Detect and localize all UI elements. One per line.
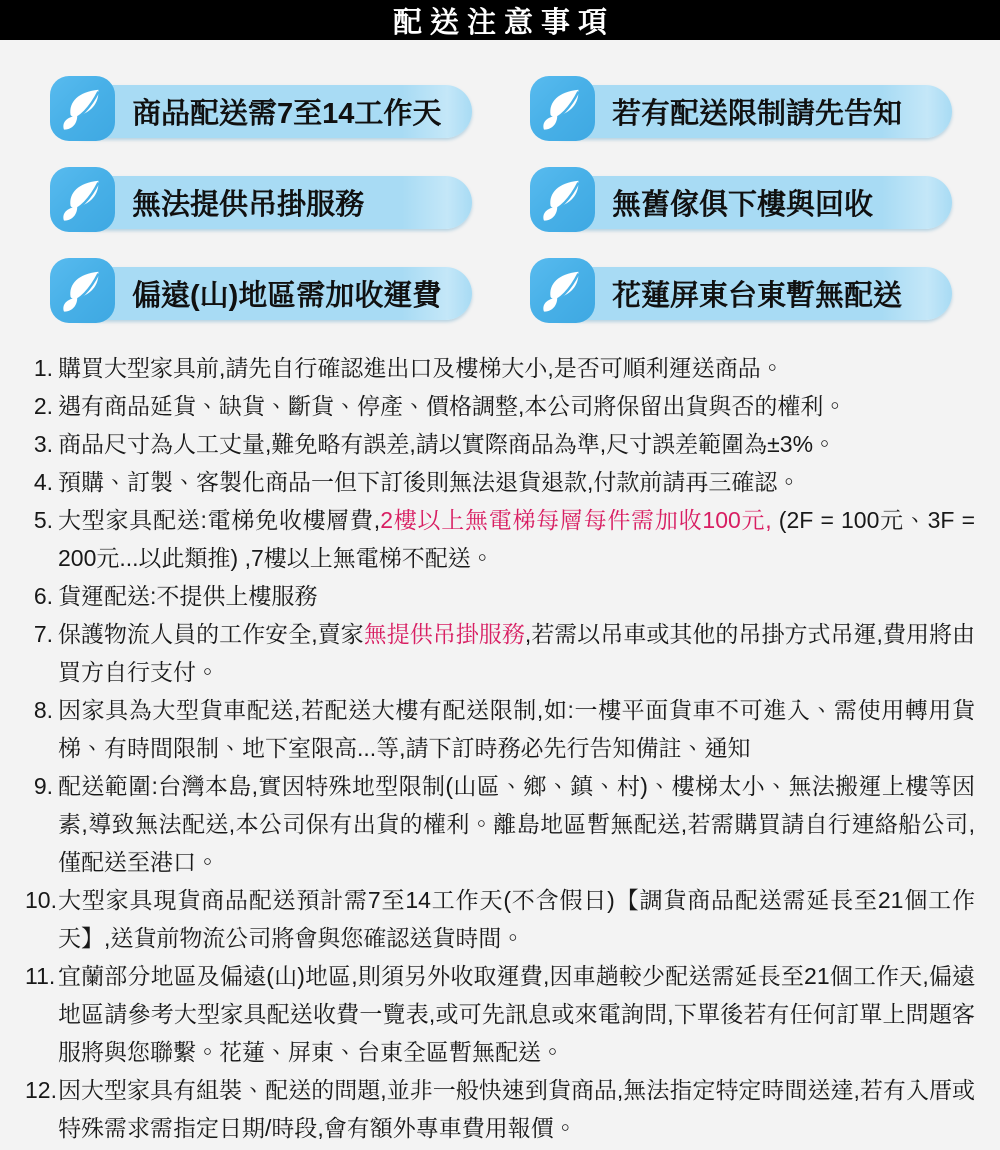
list-item bbox=[25, 387, 975, 425]
badge-grid bbox=[0, 40, 1000, 323]
list-item bbox=[25, 767, 975, 881]
badge-label: 若有配送限制請先告知 bbox=[540, 85, 952, 138]
list-item-text: ,若需以吊車或其他的吊掛方式吊運,費用將由買方自行支付。 bbox=[58, 621, 976, 685]
leaf-icon bbox=[530, 167, 595, 232]
list-item-text: 遇有商品延貨、缺貨、斷貨、停產、價格調整,本公司將保留出貨與否的權利。 bbox=[58, 393, 847, 419]
list-item-text: 預購、訂製、客製化商品一但下訂後則無法退貨退款,付款前請再三確認。 bbox=[58, 469, 801, 495]
badge-label: 商品配送需7至14工作天 bbox=[60, 85, 472, 138]
list-item-text: (2F = 100元、3F = 200元...以此類推) ,7樓以上無電梯不配送。 bbox=[58, 507, 976, 571]
list-item bbox=[25, 1071, 975, 1147]
list-item-text: 因家具為大型貨車配送,若配送大樓有配送限制,如:一樓平面貨車不可進入、需使用轉用貨梯、有時間限制、地下室限高...等,請下訂時務必先行告知備註、通知 bbox=[58, 697, 975, 761]
badge-label: 無舊傢俱下樓與回收 bbox=[540, 176, 952, 229]
list-item-text: 大型家具現貨商品配送預計需7至14工作天(不含假日)【調貨商品配送需延長至21個工作天】,送貨前物流公司將會與您確認送貨時間。 bbox=[58, 887, 975, 951]
notice-list bbox=[25, 349, 975, 1147]
list-item-text: 因大型家具有組裝、配送的問題,並非一般快速到貨商品,無法指定特定時間送達,若有入厝或特殊需求需指定日期/時段,會有額外專車費用報價。 bbox=[58, 1077, 975, 1141]
list-item-text: 保護物流人員的工作安全,賣家 bbox=[58, 621, 364, 647]
list-item-text: 大型家具配送:電梯免收樓層費, bbox=[58, 507, 381, 533]
list-item-text: 宜蘭部分地區及偏遠(山)地區,則須另外收取運費,因車趟較少配送需延長至21個工作天,偏遠地區請參考大型家具配送收費一覽表,或可先訊息或來電詢問,下單後若有任何訂單上問題客服將與您聯繫。花蓮、屏東、台東全區暫無配送。 bbox=[58, 963, 975, 1065]
highlight-text: 2樓以上無電梯每層每件需加收100元, bbox=[380, 507, 772, 533]
badge-delivery-days bbox=[50, 76, 472, 141]
badge-no-delivery-areas bbox=[530, 258, 952, 323]
list-item-text: 購買大型家具前,請先自行確認進出口及樓梯大小,是否可順利運送商品。 bbox=[58, 355, 784, 381]
page-title: 配送注意事項 bbox=[0, 0, 1000, 40]
list-item bbox=[25, 577, 975, 615]
list-item bbox=[25, 501, 975, 577]
notice-section bbox=[0, 323, 1000, 1147]
list-item-text: 商品尺寸為人工丈量,難免略有誤差,請以實際商品為準,尺寸誤差範圍為±3%。 bbox=[58, 431, 837, 457]
badge-no-removal bbox=[530, 167, 952, 232]
list-item bbox=[25, 881, 975, 957]
list-item-text: 配送範圍:台灣本島,實因特殊地型限制(山區、鄉、鎮、村)、樓梯太小、無法搬運上樓等因素,導致無法配送,本公司保有出貨的權利。離島地區暫無配送,若需購買請自行連絡船公司,僅配送至港口。 bbox=[58, 773, 975, 875]
leaf-icon bbox=[530, 258, 595, 323]
badge-no-hoisting bbox=[50, 167, 472, 232]
badge-label: 偏遠(山)地區需加收運費 bbox=[60, 267, 472, 320]
badge-label: 花蓮屏東台東暫無配送 bbox=[540, 267, 952, 320]
list-item bbox=[25, 463, 975, 501]
leaf-icon bbox=[50, 76, 115, 141]
list-item bbox=[25, 425, 975, 463]
highlight-text: 無提供吊掛服務 bbox=[363, 621, 525, 647]
badge-label: 無法提供吊掛服務 bbox=[60, 176, 472, 229]
list-item bbox=[25, 349, 975, 387]
leaf-icon bbox=[50, 167, 115, 232]
list-item bbox=[25, 615, 975, 691]
badge-delivery-limit bbox=[530, 76, 952, 141]
list-item bbox=[25, 957, 975, 1071]
list-item-text: 貨運配送:不提供上樓服務 bbox=[58, 583, 318, 609]
list-item bbox=[25, 691, 975, 767]
leaf-icon bbox=[530, 76, 595, 141]
leaf-icon bbox=[50, 258, 115, 323]
badge-remote-fee bbox=[50, 258, 472, 323]
